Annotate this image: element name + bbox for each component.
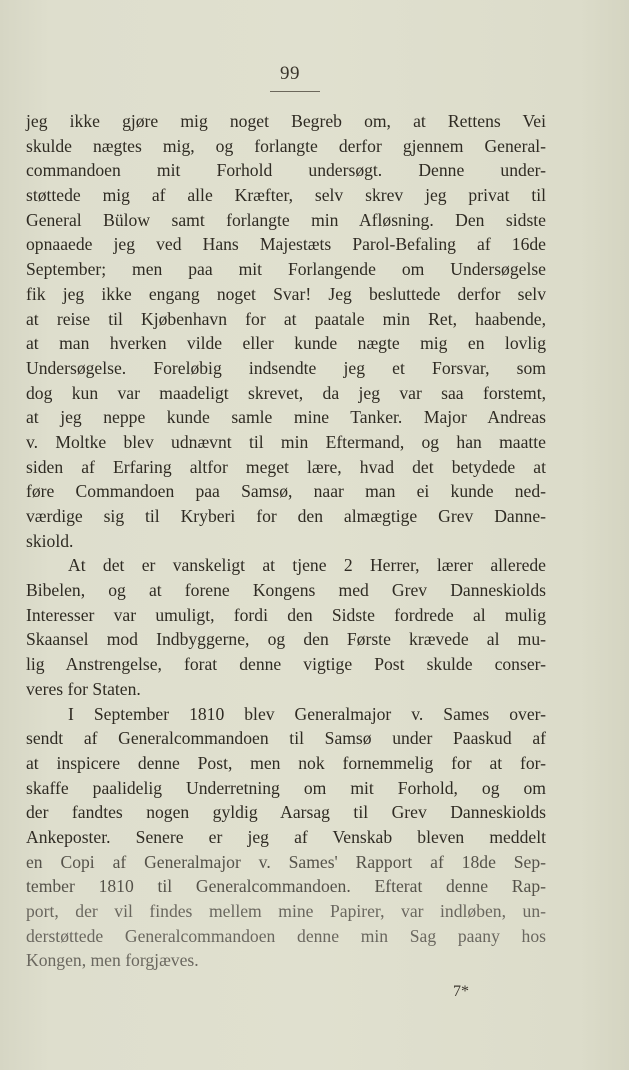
text-line: Undersøgelse. Foreløbig indsendte jeg et Forsvar, som bbox=[26, 357, 546, 378]
text-line: der fandtes nogen gyldig Aarsag til Grev Danneskiolds bbox=[26, 802, 546, 823]
page-number: 99 bbox=[280, 63, 300, 84]
text-line: September; men paa mit Forlangende om Undersøgelse bbox=[26, 259, 546, 280]
text-line: siden af Erfaring altfor meget lære, hvad det betydede at bbox=[26, 456, 546, 477]
text-line: støttede mig af alle Kræfter, selv skrev jeg privat til bbox=[26, 185, 546, 206]
text-line: I September 1810 blev Generalmajor v. Sames over- bbox=[68, 703, 546, 724]
text-line: opnaaede jeg ved Hans Majestæts Parol-Befaling af 16de bbox=[26, 234, 546, 255]
text-line: at man hverken vilde eller kunde nægte mig en lovlig bbox=[26, 333, 546, 354]
text-line: commandoen mit Forhold undersøgt. Denne under- bbox=[26, 160, 546, 181]
text-line: en Copi af Generalmajor v. Sames' Rapport af 18de Sep- bbox=[26, 851, 546, 872]
text-line: Kongen, men forgjæves. bbox=[26, 950, 199, 971]
text-line: skiold. bbox=[26, 530, 74, 551]
text-line: fik jeg ikke engang noget Svar! Jeg besluttede derfor selv bbox=[26, 283, 546, 304]
text-line: skaffe paalidelig Underretning om mit Forhold, og om bbox=[26, 777, 546, 798]
text-line: General Bülow samt forlangte min Afløsning. Den sidste bbox=[26, 209, 546, 230]
text-line: v. Moltke blev udnævnt til min Eftermand, og han maatte bbox=[26, 431, 546, 452]
text-line: Bibelen, og at forene Kongens med Grev Danneskiolds bbox=[26, 580, 546, 601]
text-line: at reise til Kjøbenhavn for at paatale min Ret, haabende, bbox=[26, 308, 546, 329]
text-line: at inspicere denne Post, men nok fornemmelig for at for- bbox=[26, 752, 546, 773]
text-line: port, der vil findes mellem mine Papirer, var indløben, un- bbox=[26, 901, 546, 921]
text-line: skulde nægtes mig, og forlangte derfor gjennem General- bbox=[26, 135, 546, 156]
text-line: tember 1810 til Generalcommandoen. Efterat denne Rap- bbox=[26, 876, 546, 897]
signature-mark: 7* bbox=[453, 983, 469, 1000]
page-number-rule bbox=[270, 91, 320, 92]
text-line: lig Anstrengelse, forat denne vigtige Post skulde conser- bbox=[26, 654, 546, 675]
text-line: sendt af Generalcommandoen til Samsø under Paaskud af bbox=[26, 728, 546, 749]
text-line: Skaansel mod Indbyggerne, og den Første krævede al mu- bbox=[26, 629, 546, 650]
text-line: værdige sig til Kryberi for den almægtige Grev Danne- bbox=[26, 506, 546, 526]
text-line: Interesser var umuligt, fordi den Sidste fordrede al mulig bbox=[26, 604, 546, 625]
body-text bbox=[26, 109, 546, 973]
text-line: dog kun var maadeligt skrevet, da jeg var saa forstemt, bbox=[26, 382, 546, 403]
text-line: at jeg neppe kunde samle mine Tanker. Major Andreas bbox=[26, 407, 546, 428]
text-line: føre Commandoen paa Samsø, naar man ei kunde ned- bbox=[26, 481, 546, 502]
text-line: At det er vanskeligt at tjene 2 Herrer, lærer allerede bbox=[68, 555, 546, 576]
text-line: derstøttede Generalcommandoen denne min Sag paany hos bbox=[26, 925, 546, 946]
text-line: Ankeposter. Senere er jeg af Venskab bleven meddelt bbox=[26, 826, 546, 847]
text-line: veres for Staten. bbox=[26, 678, 141, 699]
text-line: jeg ikke gjøre mig noget Begreb om, at Rettens Vei bbox=[26, 111, 546, 131]
